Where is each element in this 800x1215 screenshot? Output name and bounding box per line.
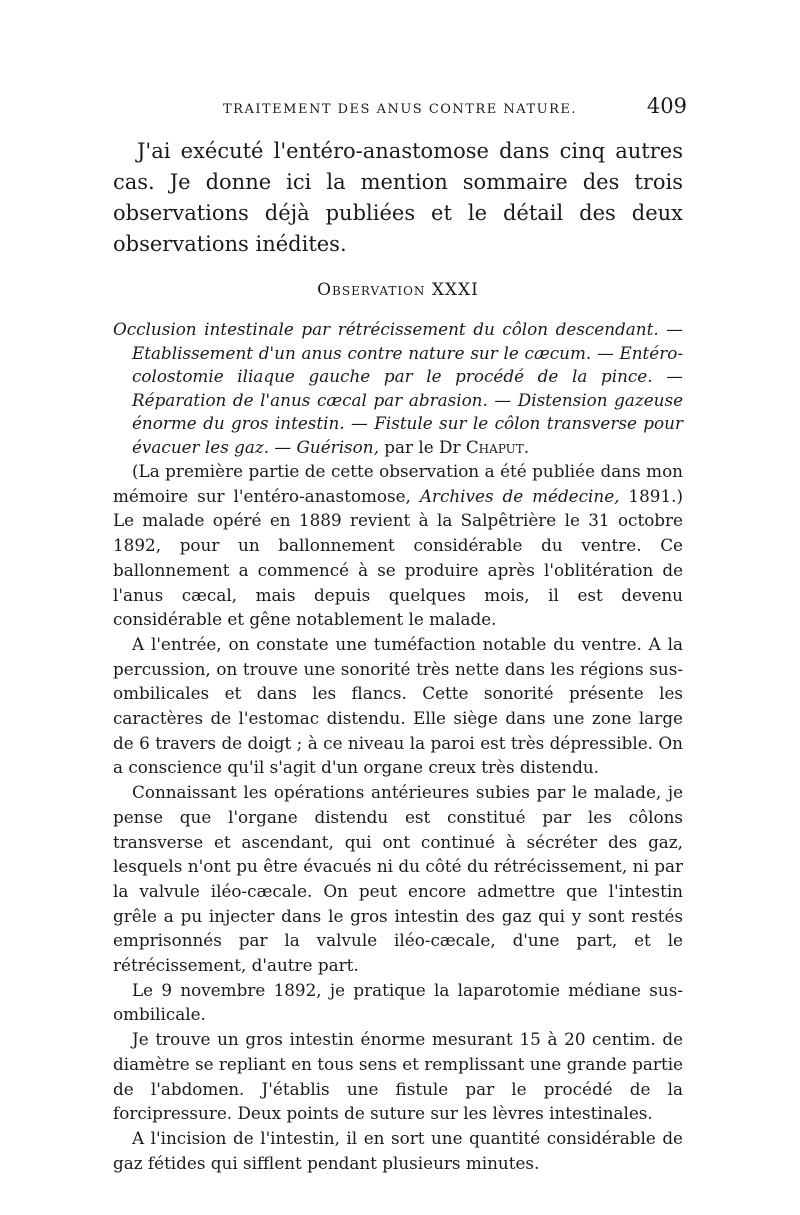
observation-heading — [113, 280, 683, 300]
running-head — [113, 92, 687, 122]
paragraph-3: Connaissant les opérations antérieures subies par le malade, je pense que l'organe distendu est constitué par les côlons transverse et ascendant, qui ont continué à sécréter des gaz, lesquels n'ont pu être évacués ni du côté du rétrécissement, ni par la valvule iléo-cæcale. On peut encore admettre que l'intestin grêle a pu injecter dans le gros intestin des gaz qui y sont restés emprisonnés par la valvule iléo-cæcale, d'une part, et le rétrécissement, d'autre part. — [113, 782, 683, 976]
abstract-by: par le — [384, 436, 434, 457]
paragraph-1: (La première partie de cette observation a été publiée dans mon mémoire sur l'entéro-anastomose, Archives de médecine, 1891.) Le malade opéré en 1889 revient à la Salpêtrière le 31 octobre 1892, pour un ballonnement considérable du ventre. Ce ballonnement a commencé à se produire après l'oblitération de l'anus cæcal, mais depuis quelques mois, il est devenu considérable et gêne notablement le malade. — [113, 461, 684, 630]
observation-heading-word: Observation — [317, 280, 426, 300]
abstract-text: Occlusion intestinale par rétrécissement du côlon descendant. — Etablissement d'un anus contre nature sur le cæcum. — Entéro-colostomie iliaque gauche par le procédé de la pince. — Réparation de l'anus cæcal par abrasion. — Distension gazeuse énorme du gros intestin. — Fistule sur le côlon transverse pour évacuer les gaz. — Guérison, — [113, 319, 683, 457]
paragraph-2: A l'entrée, on constate une tuméfaction notable du ventre. A la percussion, on trouve une sonorité très nette dans les régions sus-ombilicales et dans les flancs. Cette sonorité présente les caractères de l'estomac distendu. Elle siège dans une zone large de 6 travers de doigt ; à ce niveau la paroi est très dépressible. On a conscience qu'il s'agit d'un organe creux très distendu. — [113, 633, 683, 778]
running-title: TRAITEMENT DES ANUS CONTRE NATURE. — [223, 102, 577, 117]
paragraph-4: Le 9 novembre 1892, je pratique la laparotomie médiane sus-ombilicale. — [113, 979, 683, 1025]
observation-abstract — [113, 318, 683, 459]
abstract-dr: Dr — [439, 436, 461, 457]
abstract-author: Chaput. — [465, 436, 530, 457]
paragraph-5: Je trouve un gros intestin énorme mesurant 15 à 20 centim. de diamètre se repliant en tous sens et remplissant une grande partie de l'abdomen. J'établis une fistule par le procédé de la forcipressure. Deux points de suture sur les lèvres intestinales. — [113, 1029, 683, 1124]
paragraph-6: A l'incision de l'intestin, il en sort une quantité considérable de gaz fétides qui sifflent pendant plusieurs minutes. — [113, 1127, 683, 1173]
observation-body — [113, 459, 683, 1175]
observation-heading-number: XXXI — [431, 280, 479, 300]
page-number: 409 — [646, 94, 687, 118]
journal-title: Archives de médecine, — [419, 485, 620, 506]
book-page — [113, 92, 687, 1175]
intro-paragraph: J'ai exécuté l'entéro-anastomose dans cinq autres cas. Je donne ici la mention sommaire des trois observations déjà publiées et le détail des deux observations inédites. — [113, 139, 683, 256]
